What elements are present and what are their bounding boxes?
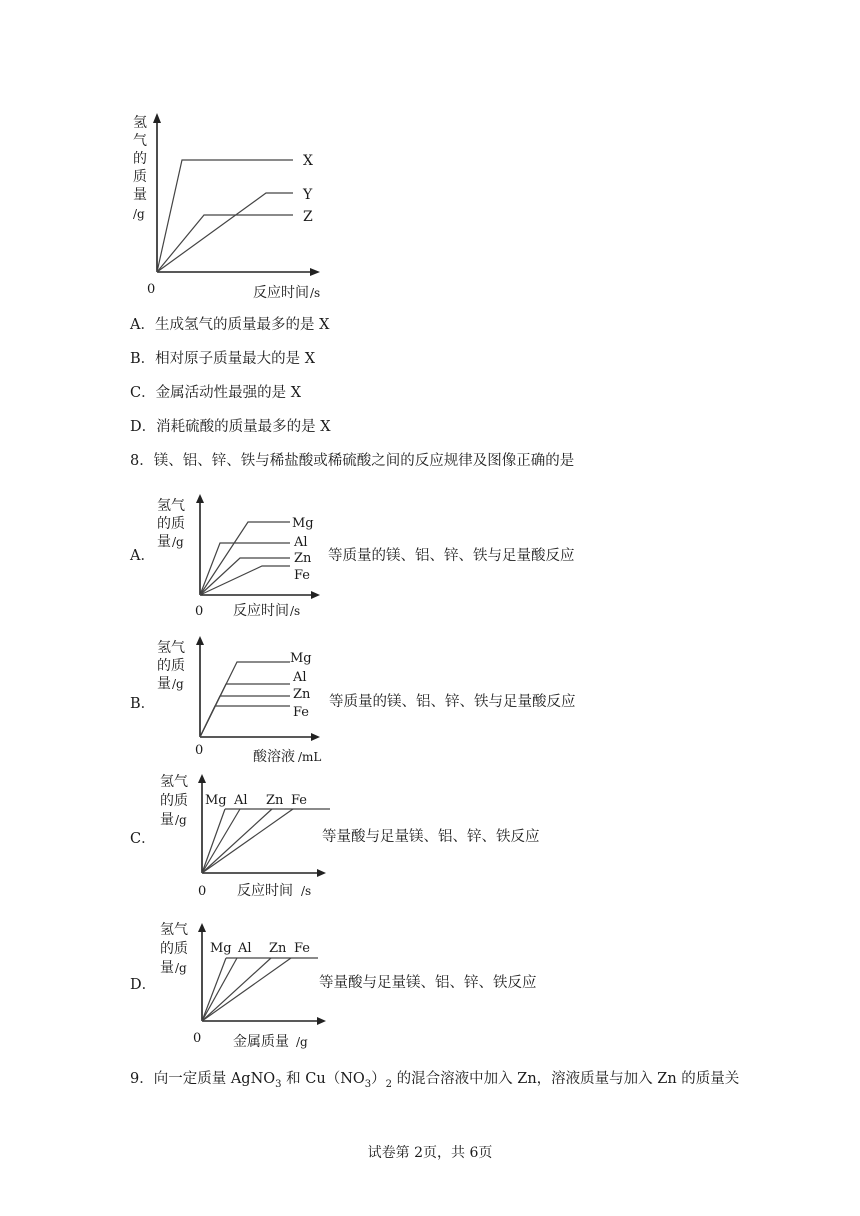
q9-subscript: 3 — [364, 1078, 372, 1090]
line-mg — [202, 958, 226, 1021]
series-label-y: Y — [303, 187, 313, 203]
y-label: 的质 — [157, 516, 185, 532]
y-unit: /g — [172, 535, 184, 549]
y-label-char: 的 — [133, 151, 147, 167]
y-label: 氢气 — [157, 640, 185, 656]
x-axis-arrow — [317, 1017, 326, 1025]
y-label-char: 质 — [133, 169, 147, 185]
line-fe — [202, 958, 291, 1021]
metal-label-mg: Mg — [292, 516, 314, 531]
y-label: 量 — [157, 534, 171, 550]
q8-option-b-letter: B． — [130, 696, 156, 712]
metal-label-zn: Zn — [293, 687, 311, 702]
x-label: 酸溶液 — [253, 749, 295, 765]
x-axis-arrow — [310, 268, 320, 276]
q9-subscript: 2 — [385, 1078, 393, 1090]
q7-graph — [120, 105, 350, 305]
x-label: 反应时间 — [253, 285, 309, 301]
q9-text: 9．向一定质量 AgNO — [130, 1071, 276, 1087]
y-axis-arrow — [198, 923, 206, 932]
x-unit: /s — [301, 884, 312, 898]
line-al — [202, 958, 237, 1021]
series-label-x: X — [303, 153, 313, 169]
metal-label-al: Al — [234, 793, 248, 808]
metal-label-fe: Fe — [294, 568, 311, 583]
y-label: 量 — [160, 812, 174, 828]
q7-option-c: C．金属活动性最强的是 X — [130, 385, 302, 401]
line-mg — [200, 662, 290, 737]
q8-graph-d — [150, 915, 340, 1055]
metal-label-zn: Zn — [269, 941, 287, 956]
y-unit: /g — [133, 207, 145, 221]
y-label-char: 气 — [133, 133, 147, 149]
q8-stem: 8．镁、铝、锌、铁与稀盐酸或稀硫酸之间的反应规律及图像正确的是 — [130, 453, 575, 469]
q7-option-d: D．消耗硫酸的质量最多的是 X — [130, 419, 331, 435]
y-label: 氢气 — [157, 498, 185, 514]
q8-option-d-desc: 等量酸与足量镁、铝、锌、铁反应 — [319, 975, 537, 991]
y-axis-arrow — [153, 113, 161, 123]
q7-option-b: B．相对原子质量最大的是 X — [130, 351, 316, 367]
x-axis-arrow — [311, 733, 320, 741]
x-label: 反应时间 — [233, 603, 289, 619]
q8-option-c-desc: 等量酸与足量镁、铝、锌、铁反应 — [322, 829, 540, 845]
q8-graph-c — [150, 768, 340, 903]
y-label: 量 — [157, 676, 171, 692]
page-footer: 试卷第 2页，共 6页 — [367, 1145, 493, 1161]
q8-graph-b — [150, 630, 335, 770]
q8-option-c-letter: C． — [130, 831, 156, 847]
line-zn — [200, 696, 290, 737]
x-unit: /mL — [298, 750, 322, 764]
y-unit: /g — [175, 961, 187, 975]
origin-label: 0 — [198, 884, 207, 899]
metal-label-zn: Zn — [294, 551, 312, 566]
q8-option-a-desc: 等质量的镁、铝、锌、铁与足量酸反应 — [328, 548, 575, 564]
line-fe — [202, 809, 293, 873]
line-fe — [200, 566, 290, 595]
y-unit: /g — [175, 813, 187, 827]
metal-label-fe: Fe — [293, 705, 310, 720]
line-zn — [202, 958, 271, 1021]
x-unit: /s — [290, 604, 301, 618]
y-axis-arrow — [196, 494, 204, 503]
metal-label-al: Al — [293, 670, 307, 685]
q8-option-b-desc: 等质量的镁、铝、锌、铁与足量酸反应 — [329, 694, 576, 710]
y-label: 的质 — [157, 658, 185, 674]
x-unit: /g — [296, 1035, 308, 1049]
y-label: 的质 — [160, 793, 188, 809]
metal-label-al: Al — [238, 941, 252, 956]
q9-text: 的混合溶液中加入 Zn，溶液质量与加入 Zn 的质量关 — [392, 1071, 740, 1087]
origin-label: 0 — [193, 1031, 202, 1046]
metal-label-fe: Fe — [294, 941, 311, 956]
y-label: 氢气 — [160, 774, 188, 790]
q8-option-a-letter: A． — [130, 548, 155, 564]
y-label: 氢气 — [160, 922, 188, 938]
y-label: 量 — [160, 960, 174, 976]
x-label: 金属质量 — [233, 1034, 289, 1050]
x-axis-arrow — [317, 869, 326, 877]
line-x — [157, 160, 293, 272]
origin-label: 0 — [147, 282, 156, 297]
line-al — [200, 543, 290, 595]
y-label-char: 量 — [133, 187, 147, 203]
q9-subscript: 3 — [275, 1078, 282, 1090]
metal-label-mg: Mg — [210, 941, 232, 956]
line-z — [157, 215, 293, 272]
y-axis-arrow — [198, 774, 206, 783]
x-unit: /s — [310, 286, 321, 300]
q9-text: 和 Cu（NO — [281, 1071, 365, 1087]
y-label: 的质 — [160, 941, 188, 957]
metal-label-al: Al — [294, 535, 308, 550]
origin-label: 0 — [195, 743, 204, 758]
y-label-char: 氢 — [133, 115, 147, 131]
origin-label: 0 — [195, 604, 204, 619]
q8-graph-a — [150, 488, 330, 623]
metal-label-fe: Fe — [291, 793, 308, 808]
metal-label-zn: Zn — [266, 793, 284, 808]
line-y — [157, 193, 293, 272]
line-zn — [200, 558, 290, 595]
metal-label-mg: Mg — [205, 793, 227, 808]
x-axis-arrow — [311, 591, 320, 599]
series-label-z: Z — [303, 209, 313, 225]
metal-label-mg: Mg — [290, 651, 312, 666]
q9-text: ） — [371, 1071, 386, 1087]
y-unit: /g — [172, 677, 184, 691]
y-axis-arrow — [196, 636, 204, 645]
q9-stem — [130, 1070, 739, 1094]
x-label: 反应时间 — [237, 883, 293, 899]
line-zn — [202, 809, 272, 873]
q8-option-d-letter: D． — [130, 977, 157, 993]
q7-option-a: A．生成氢气的质量最多的是 X — [130, 317, 330, 333]
